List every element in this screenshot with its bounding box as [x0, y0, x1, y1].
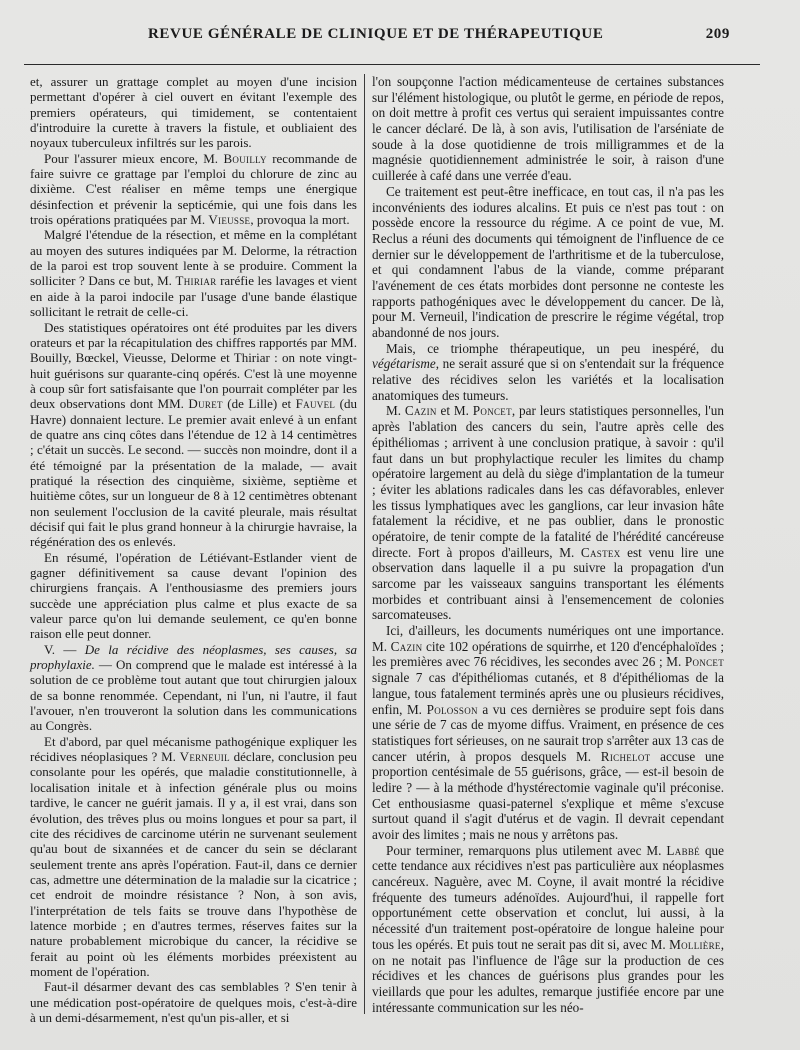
author-name: Mollière: [669, 936, 721, 952]
text-run: Des statistiques opératoires ont été produites par les divers orateurs et par la récapitulation des chiffres rapportés par MM. Bouilly, Bœckel, Vieusse, Delorme et Thiriar : on note vingt-huit guérisons sur quarante-cinq opérés. C'est là une moyenne à coup sûr fort satisfaisante que l'on pourrait compléter par les deux observations dont MM.: [30, 319, 357, 412]
section-heading: De la récidive des néoplasmes, ses causes, sa prophylaxie.: [30, 641, 357, 673]
text-run: a vu ces dernières se produire sept fois dans une série de 7 cas de myome diffus. Vraiment, en présence de ces statistiques fort sérieuses, on ne saurait trop s'arrêter aux 13 cas de cancer utérin, à propos desquels M.: [372, 701, 724, 764]
column-separator: [364, 74, 365, 1014]
paragraph: [372, 623, 724, 843]
author-name: Richelot: [600, 748, 651, 764]
text-run: , par leurs statistiques personnelles, l'un après l'ablation des cancers du sein, l'autre après celle des épithéliomas ; arrivent à une conclusion pratique, à savoir : qu'il faut dans un but prophylactique reculer les limites du champ opératoire largement au delà du siège d'implantation de la tumeur ; éviter les ablations radicales dans les cas défavorables, enlever les tissus lymphatiques avec les ganglions, car leur invasion hâte fatalement la récidive, et ne pas oublier, dans le pronostic opératoire, de tenir compte de la fatalité de l'hérédité cancéreuse directe. Fort à propos d'ailleurs, M.: [372, 403, 724, 560]
text-run: raréfie les lavages et vient en aide à la paroi indocile par l'usage d'une bande élastique sollicitant le retrait de celle-ci.: [30, 273, 357, 320]
text-run: Mais, ce triomphe thérapeutique, un peu inespéré, du: [386, 340, 724, 356]
paragraph: l'on soupçonne l'action médicamenteuse de certaines substances sur l'élément histologique, ou plutôt le germe, en période de repos, on doit mettre à profit ces vertus qui seraient impuissantes contre le cancer déclaré. De là, à son avis, l'utilisation de l'arséniate de soude à la dose quotidienne de trois milligrammes et de la magnésie quotidiennement administrée le soir, à raison d'une cuillerée à café dans une verrée d'eau.: [372, 74, 724, 184]
paragraph: et, assurer un grattage complet au moyen d'une incision permettant d'opérer à ciel ouvert en évitant l'exemple des premiers opérateurs, qui timidement, se contentaient d'introduire la curette à travers la fistule, et oubliaient des noyaux tuberculeux infiltrés sur les parois.: [30, 74, 357, 151]
text-run: (de Lille) et: [222, 396, 296, 412]
paragraph: [30, 320, 357, 550]
paragraph: [372, 341, 724, 404]
text-run: (du Havre) donnaient lecture. Le premier avait enlevé à un enfant de quatre ans cinq côtes dans l'étendue de 12 à 14 centimètres ; c'était un succès. Le second. — succès non moindre, dont il a été témoigné par la présentation de la malade, — avait pratiqué la résection des cinquième, sixième, septième et huitième côtes, sur un longueur de 8 à 12 centimètres obtenant non seulement l'occlusion de la cavité pleurale, mais résultat décisif qui fait le plus grand honneur à la chirurgie havraise, la régénération des os enlevés.: [30, 396, 357, 550]
paragraph: [372, 403, 724, 623]
section-paragraph: [30, 642, 357, 734]
emphasis: végétarisme: [372, 356, 436, 372]
text-run: Pour l'assurer mieux encore, M.: [44, 150, 224, 166]
text-run: cite 102 opérations de squirrhe, et 120 d'encéphaloïdes ; les premières avec 76 récidives, les secondes avec 26 ; M.: [372, 638, 724, 670]
text-run: est venu lire une observation dans laquelle il a pu suivre la propagation d'un sarcome par les vaisseaux sanguins transportant les éléments morbides et contribuant ainsi à l'ensemencement de colonies sarcomateuses.: [372, 544, 725, 623]
author-name: Polosson: [426, 701, 478, 717]
page-number: 209: [705, 26, 730, 42]
text-run: Pour terminer, remarquons plus utilement avec M.: [386, 842, 667, 858]
author-name: Vieusse: [208, 212, 251, 228]
text-run: , provoqua la mort.: [250, 212, 350, 228]
author-name: Castex: [580, 544, 621, 560]
text-run: — On comprend que le malade est intéressé à la solution de ce problème tout autant que tout chirurgien jaloux de sa bonne renommée. Cependant, ni l'un, ni l'autre, il faut l'avouer, n'en trouveront la solution dans les communications au Congrès.: [30, 657, 357, 734]
author-name: Fauvel: [295, 396, 336, 412]
author-name: Poncet: [472, 403, 512, 419]
author-name: Thiriar: [175, 273, 217, 289]
text-run: M.: [386, 403, 405, 419]
section-number: V. —: [44, 641, 85, 657]
text-run: recommande de faire suivre ce grattage par l'emploi du chlorure de zinc au dixième. C'est réaliser en même temps une énergique désinfection et prévenir la septicémie, qui une fois dans les trois opérations pratiquées par M.: [30, 150, 357, 228]
author-name: Verneuil: [179, 749, 230, 765]
text-run: Malgré l'étendue de la résection, et même en la complétant au moyen des sutures indiquées par M. Delorme, la rétraction de la paroi est trop souvent lente à se produire. Comment la solliciter ? Dans ce but, M.: [30, 227, 357, 289]
author-name: Cazin: [404, 403, 437, 419]
paragraph: [30, 734, 357, 980]
left-column: [30, 74, 357, 1025]
paragraph: [30, 151, 357, 228]
paragraph: [30, 227, 357, 319]
text-run: Ici, d'ailleurs, les documents numériques ont une importance. M.: [372, 623, 724, 654]
text-run: , on ne notait pas l'influence de l'âge sur la production de ces récidives et les chances de guérisons plus grandes pour les vieillards que pour les adultes, remarque justifiée encore par une intéressante communication sur les néo-: [372, 936, 724, 1015]
text-run: déclare, conclusion peu consolante pour les opérés, que maladie constitutionnelle, à localisation initale et à infection générale plus ou moins tardive, le cancer ne guérit jamais. Il y a, il est vrai, dans son évolution, des trêves plus ou moins longues et pour sa part, il cite des récidives de carcinome utérin ne survenant seulement qu'au bout de sixannées et de cancer du sein se déclarant seulement trente ans après l'opération. Faut-il, dans ce dernier cas, admettre une détermination de la maladie sur la cicatrice ; cet endroit de moindre résistance ? Non, à son avis, l'interprétation de tels faits se trouve dans l'hypothèse de latence morbide ; en d'autres termes, réserves faites sur la nature probablement microbique du cancer, la récidive se ferait au point où les éléments morbides préexistent au moment de l'opération.: [30, 749, 357, 979]
text-run: et M.: [436, 403, 473, 419]
text-run: signale 7 cas d'épithéliomas cutanés, et 8 d'épithéliomas de la langue, tous fatalement terminés après une ou plusieurs récidives, enfin, M.: [372, 670, 724, 717]
text-run: Et d'abord, par quel mécanisme pathogénique expliquer les récidives néoplasiques ? M.: [30, 733, 357, 765]
paragraph: [372, 843, 724, 1016]
author-name: Duret: [188, 396, 223, 412]
author-name: Cazin: [390, 638, 423, 654]
author-name: Bouilly: [223, 150, 267, 166]
paragraph: Faut-il désarmer devant des cas semblables ? S'en tenir à une médication post-opératoire de quelques mois, c'est-à-dire à un demi-désarmement, n'est qu'un pis-aller, et si: [30, 979, 357, 1025]
journal-title: REVUE GÉNÉRALE DE CLINIQUE ET DE THÉRAPEUTIQUE: [148, 26, 604, 42]
author-name: Poncet: [684, 654, 724, 670]
paragraph: Ce traitement est peut-être inefficace, en tout cas, il n'a pas les inconvénients des iodures alcalins. Et puis ce n'est pas tout : on possède encore la ressource du régime. A ce point de vue, M. Reclus a réuni des documents qui témoignent de l'influence de ce dernier sur le développement de l'arthritisme et de la tuberculose, et qui condamnent l'abus de la viande, comme préparant l'avénement de ces états morbides dont personne ne conteste les rapports pathogéniques avec le développement du cancer. De là, pour M. Verneuil, l'indication de prescrire le régime végétal, trop abandonné de nos jours.: [372, 183, 724, 340]
right-column: [372, 74, 724, 1015]
text-run: accuse une proportion centésimale de 55 guérisons, grâce, — est-il besoin de ledire ? — à la méthode d'hystérectomie vaginale qu'il préconise. Cet enthousiasme quasi-paternel s'explique et même s'excuse surtout quand il s'agit d'utérus et de vagin. Il devrait cependant avoir des limites ; mais ne nous y arrêtons pas.: [372, 748, 724, 842]
text-run: , ne serait assuré que si on s'entendait sur la fréquence relative des récidives selon les variétés et la localisation anatomiques des tumeurs.: [372, 356, 724, 403]
text-run: que cette tendance aux récidives n'est pas particulière aux néoplasmes cancéreux. Naguère, avec M. Coyne, il avait montré la récidive fréquente des tumeurs adénoïdes. Aujourd'hui, il rappelle fort opportunément cette observation et conclut, lui aussi, à la nécessité d'un traitement post-opératoire de longue haleine pour tous les opérés. Et puis tout ne serait pas dit si, avec M.: [372, 842, 725, 952]
paragraph: En résumé, l'opération de Létiévant-Estlander vient de gagner définitivement sa cause devant l'opinion des chirurgiens français. A l'enthousiasme des premiers jours succède une appréciation plus calme et plus exacte de sa valeur parce qu'on lui demande seulement, ce qu'en bonne raison elle peut donner.: [30, 549, 357, 642]
author-name: Labbé: [666, 842, 700, 858]
header-rule: [24, 64, 760, 65]
